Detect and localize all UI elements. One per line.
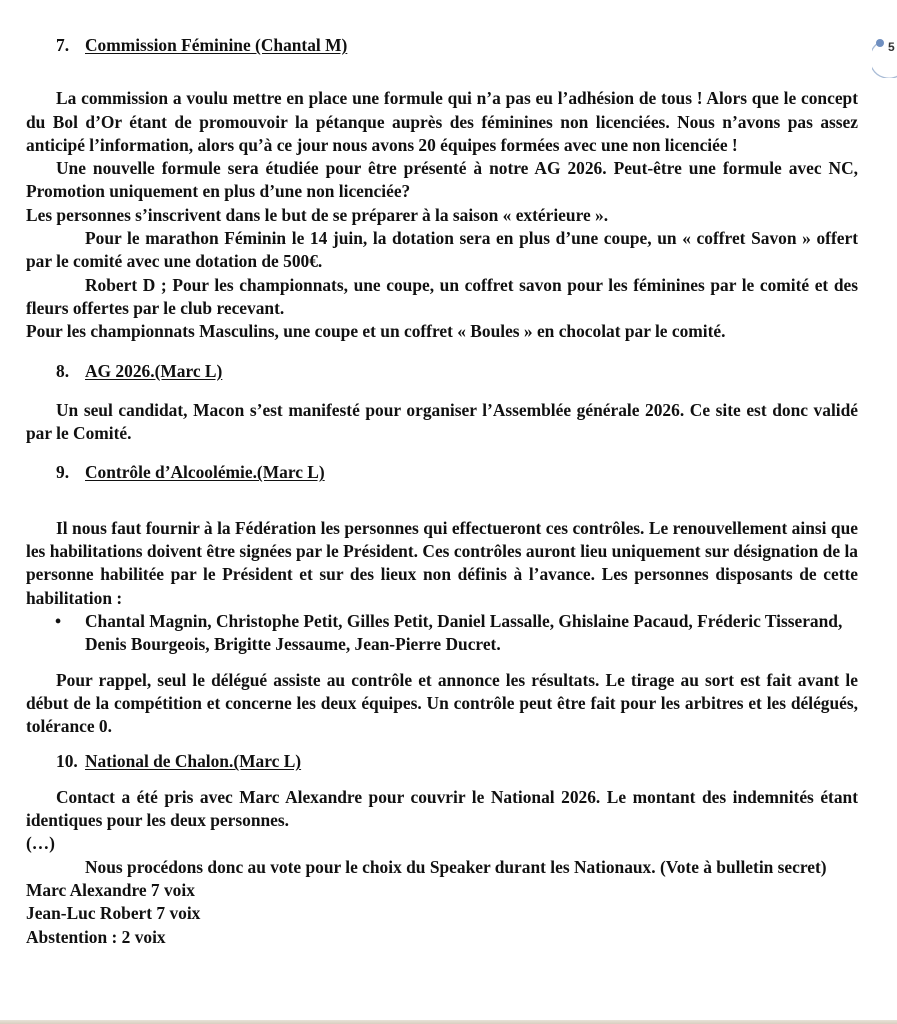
section-title: National de Chalon.(Marc L)	[85, 751, 302, 772]
paragraph: Un seul candidat, Macon s’est manifesté pour organiser l’Assemblée générale 2026. Ce site est donc validé par le Comité.	[26, 399, 858, 444]
paragraph: Pour le marathon Féminin le 14 juin, la dotation sera en plus d’une coupe, un « coffret Savon » offert par le comité avec une dotation de 500€.	[26, 228, 858, 272]
page-number-badge[interactable]	[872, 38, 897, 74]
section-number: 9.	[56, 462, 70, 483]
page-bottom-edge	[0, 1020, 897, 1024]
paragraph: Pour rappel, seul le délégué assiste au contrôle et annonce les résultats. Le tirage au sort est fait avant le début de la compétition et concerne les deux équipes. Un contrôle peut être fait pour les arbitres et les délégués, tolérance 0.	[26, 669, 858, 737]
section-heading-7	[26, 34, 858, 57]
bullet-icon: •	[55, 610, 62, 631]
section-title: Contrôle d’Alcoolémie.(Marc L)	[85, 462, 325, 483]
section-heading-10	[26, 750, 858, 773]
bullet-item	[55, 610, 858, 657]
paragraph: Contact a été pris avec Marc Alexandre pour couvrir le National 2026. Le montant des indemnités étant identiques pour les deux personnes.	[26, 786, 858, 831]
section-heading-8	[26, 360, 858, 383]
vote-result: Abstention : 2 voix	[26, 926, 166, 947]
ellipsis: (…)	[26, 833, 55, 854]
vote-result: Jean-Luc Robert 7 voix	[26, 903, 201, 924]
section-number: 8.	[56, 360, 70, 381]
section-title: AG 2026.(Marc L)	[85, 360, 223, 381]
paragraph: Les personnes s’inscrivent dans le but de se préparer à la saison « extérieure ».	[26, 204, 609, 225]
document-body	[26, 34, 858, 949]
paragraph: Une nouvelle formule sera étudiée pour être présenté à notre AG 2026. Peut-être une formule avec NC, Promotion uniquement en plus d’une non licenciée?	[26, 158, 858, 202]
page-number: 5	[888, 40, 895, 54]
section-number: 10.	[56, 751, 78, 772]
bullet-list	[26, 610, 858, 657]
bullet-text: Chantal Magnin, Christophe Petit, Gilles Petit, Daniel Lassalle, Ghislaine Pacaud, Fréderic Tisserand, Denis Bourgeois, Brigitte Jessaume, Jean-Pierre Ducret.	[85, 610, 843, 655]
paragraph: La commission a voulu mettre en place une formule qui n’a pas eu l’adhésion de tous ! Alors que le concept du Bol d’Or étant de promouvoir la pétanque auprès des féminines non licenciées. Nous n’avons pas assez anticipé l’information, alors qu’à ce jour nous avons 20 équipes formées avec une non licenciée !	[26, 88, 858, 155]
section-number: 7.	[56, 35, 70, 55]
paragraph: Robert D ; Pour les championnats, une coupe, un coffret savon pour les féminines par le comité et des fleurs offertes par le club recevant.	[26, 274, 858, 318]
paragraph: Il nous faut fournir à la Fédération les personnes qui effectueront ces contrôles. Le renouvellement ainsi que les habilitations doivent être signées par le Président. Ces contrôles auront lieu uniquement sur désignation de la personne habilitée par le Président et sur des lieux non définis à l’avance. Les personnes disposants de cette habilitation :	[26, 517, 858, 608]
section-heading-9	[26, 461, 858, 484]
paragraph: Pour les championnats Masculins, une coupe et un coffret « Boules » en chocolat par le comité.	[26, 321, 726, 342]
section-title: Commission Féminine (Chantal M)	[85, 35, 348, 55]
vote-result: Marc Alexandre 7 voix	[26, 879, 195, 900]
paragraph: Nous procédons donc au vote pour le choix du Speaker durant les Nationaux. (Vote à bulletin secret)	[85, 856, 827, 877]
